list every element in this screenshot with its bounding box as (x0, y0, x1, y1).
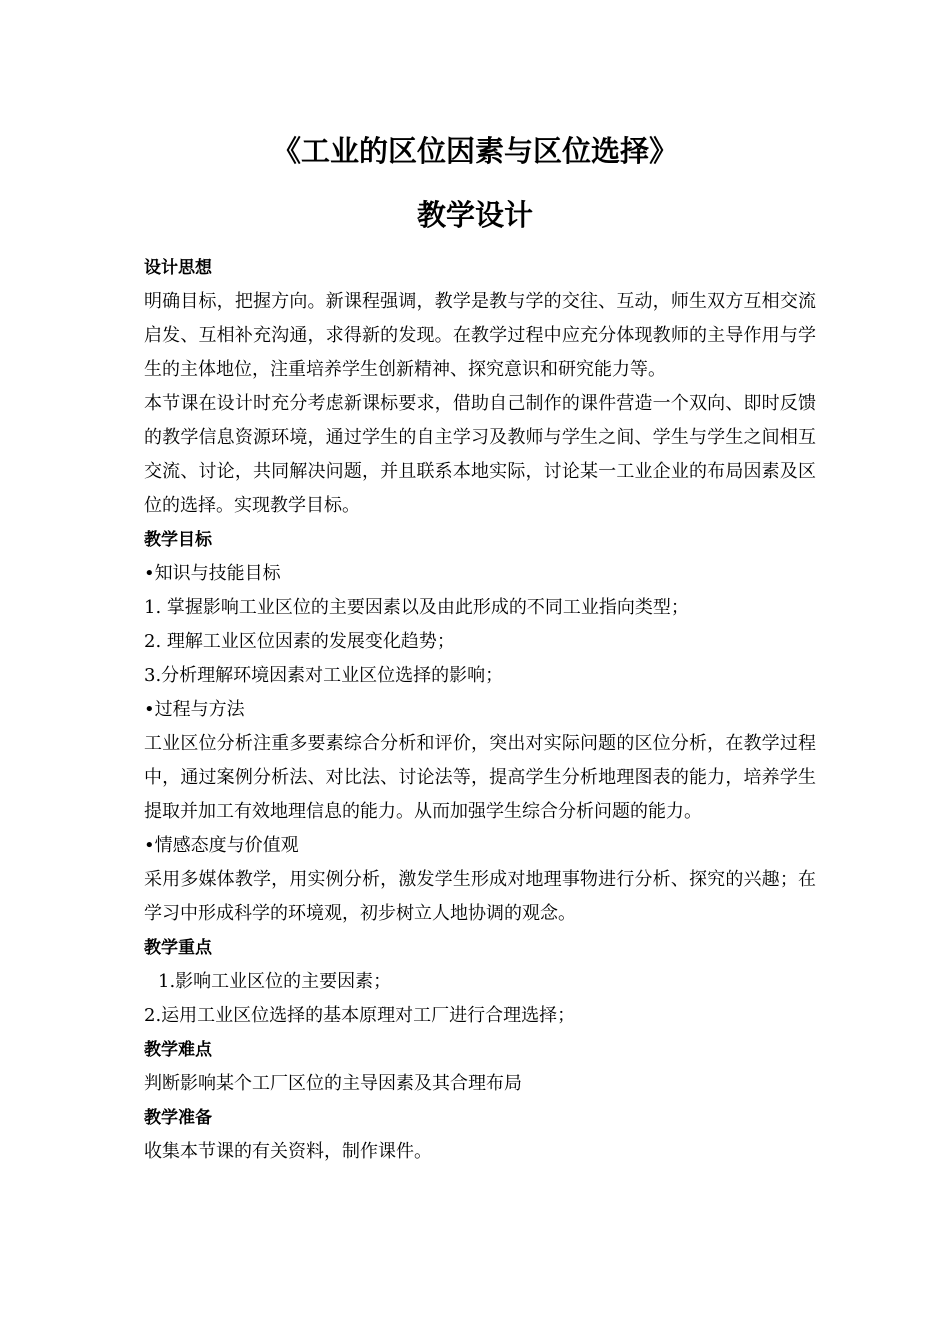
heading-objectives: 教学目标 (144, 530, 212, 550)
list-item-key-point-2: 2.运用工业区位选择的基本原理对工厂进行合理选择； (144, 1005, 576, 1026)
list-item-knowledge-2: 2. 理解工业区位因素的发展变化趋势； (144, 631, 455, 652)
paragraph-design-idea-1: 明确目标，把握方向。新课程强调，教学是教与学的交往、互动，师生双方互相交流启发、互相补充沟通，求得新的发现。在教学过程中应充分体现教师的主导作用与学生的主体地位，注重培养学生创新精神、探究意识和研究能力等。 (144, 291, 816, 380)
document-title: 《工业的区位因素与区位选择》 (271, 134, 678, 168)
document-subtitle: 教学设计 (416, 198, 533, 232)
subheading-emotion-values: •情感态度与价值观 (144, 835, 299, 856)
paragraph-design-idea-2: 本节课在设计时充分考虑新课标要求，借助自己制作的课件营造一个双向、即时反馈的教学信息资源环境，通过学生的自主学习及教师与学生之间、学生与学生之间相互交流、讨论，共同解决问题，并且联系本地实际，讨论某一工业企业的布局因素及区位的选择。实现教学目标。 (144, 393, 816, 516)
subheading-process-methods: •过程与方法 (144, 699, 245, 720)
subheading-knowledge-skills: •知识与技能目标 (144, 563, 281, 584)
heading-difficulties: 教学难点 (144, 1040, 212, 1060)
list-item-knowledge-3: 3.分析理解环境因素对工业区位选择的影响； (144, 665, 504, 686)
paragraph-emotion-values: 采用多媒体教学，用实例分析，激发学生形成对地理事物进行分析、探究的兴趣；在学习中形成科学的环境观，初步树立人地协调的观念。 (144, 869, 816, 924)
heading-preparation: 教学准备 (144, 1108, 212, 1128)
list-item-key-point-1: 1.影响工业区位的主要因素； (158, 971, 392, 992)
heading-key-points: 教学重点 (144, 938, 212, 958)
list-item-knowledge-1: 1. 掌握影响工业区位的主要因素以及由此形成的不同工业指向类型； (144, 597, 689, 618)
heading-design-idea: 设计思想 (144, 258, 212, 278)
paragraph-process-methods: 工业区位分析注重多要素综合分析和评价，突出对实际问题的区位分析，在教学过程中，通过案例分析法、对比法、讨论法等，提高学生分析地理图表的能力，培养学生提取并加工有效地理信息的能力。从而加强学生综合分析问题的能力。 (144, 733, 816, 822)
paragraph-preparation: 收集本节课的有关资料，制作课件。 (144, 1141, 432, 1162)
paragraph-difficulties: 判断影响某个工厂区位的主导因素及其合理布局 (144, 1073, 522, 1094)
document-body (144, 251, 816, 1169)
